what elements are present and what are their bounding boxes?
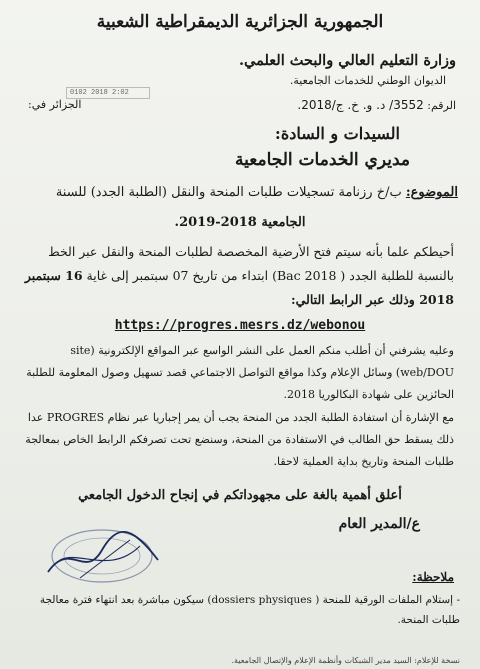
notes-heading: ملاحظة: [412,570,454,584]
closing-line: أعلق أهمية بالغة على مجهوداتكم في إنجاح الدخول الجامعي [78,488,402,503]
office-name: الديوان الوطني للخدمات الجامعية. [289,74,446,87]
subject-label: الموضوع: [405,185,458,200]
subject-text: ب/خ رزنامة تسجيلات طلبات المنحة والنقل (الطلبة الجدد) للسنة [55,185,402,200]
paragraph-1 [24,240,454,312]
notes-text: - إستلام الملفات الورقية للمنحة ( dossiers physiques) سيكون مباشرة بعد انتهاء فترة معالجة طلبات المنحة. [39,594,460,626]
signature-stamp [40,520,170,590]
copy-recipient-footer: نسخة للإعلام: السيد مدير الشبكات وأنظمة الإعلام والإتصال الجامعية. [231,656,460,665]
recipients-line-2: مديري الخدمات الجامعية [235,150,410,170]
paragraph-3: مع الإشارة أن استفادة الطلبة الجدد من المنحة يجب أن يمر إجباريا عبر نظام PROGRES عدا ذلك يسقط حق الطالب في الاستفادة من المنحة، وسنضع تحت تصرفكم الرابط الخاص بمعالجة طلبات المنحة وتاريخ بداية العملية لاحقا. [25,411,454,468]
paragraph-2: وعليه يشرفني أن أطلب منكم العمل على النشر الواسع عبر المواقع الإلكترونية (site web/DOU) وسائل الإعلام وكذا مواقع التواصل الاجتماعي قصد تسهيل وصول المعلومة للطلبة الحائزين على شهادة البكالوريا 2018. [26,344,454,401]
recipients-line-1: السيدات و السادة: [274,124,400,143]
place-date-label: الجزائر في: [28,98,82,111]
reference-number: 3552/ د. و. خ. ج/2018. [297,98,424,112]
signature-graphic [40,520,170,590]
subject-line [18,185,458,200]
paragraph-1-bold: 16 سبتمبر 2018 وذلك عبر الرابط التالي: [24,268,454,307]
signer-title: ع/المدير العام [338,516,420,532]
registration-link[interactable]: https://progres.mesrs.dz/webonou [114,318,366,333]
subject-line-2: الجامعية 2018-2019. [174,215,306,230]
ministry-name: وزارة التعليم العالي والبحث العلمي. [238,52,456,69]
republic-heading: الجمهورية الجزائرية الديمقراطية الشعبية [96,12,384,32]
date-stamp: 0102 2018 2:02 [66,87,150,99]
reference-label: الرقم: [427,99,456,112]
reference-line [297,98,456,112]
paragraph-1-text: أحيطكم علما بأنه سيتم فتح الأرضية المخصصة لطلبات المنحة والنقل عبر الخط بالنسبة للطلبة الجدد ( Bac 2018) ابتداء من تاريخ 07 سبتمبر إلى غاية [48,244,454,283]
